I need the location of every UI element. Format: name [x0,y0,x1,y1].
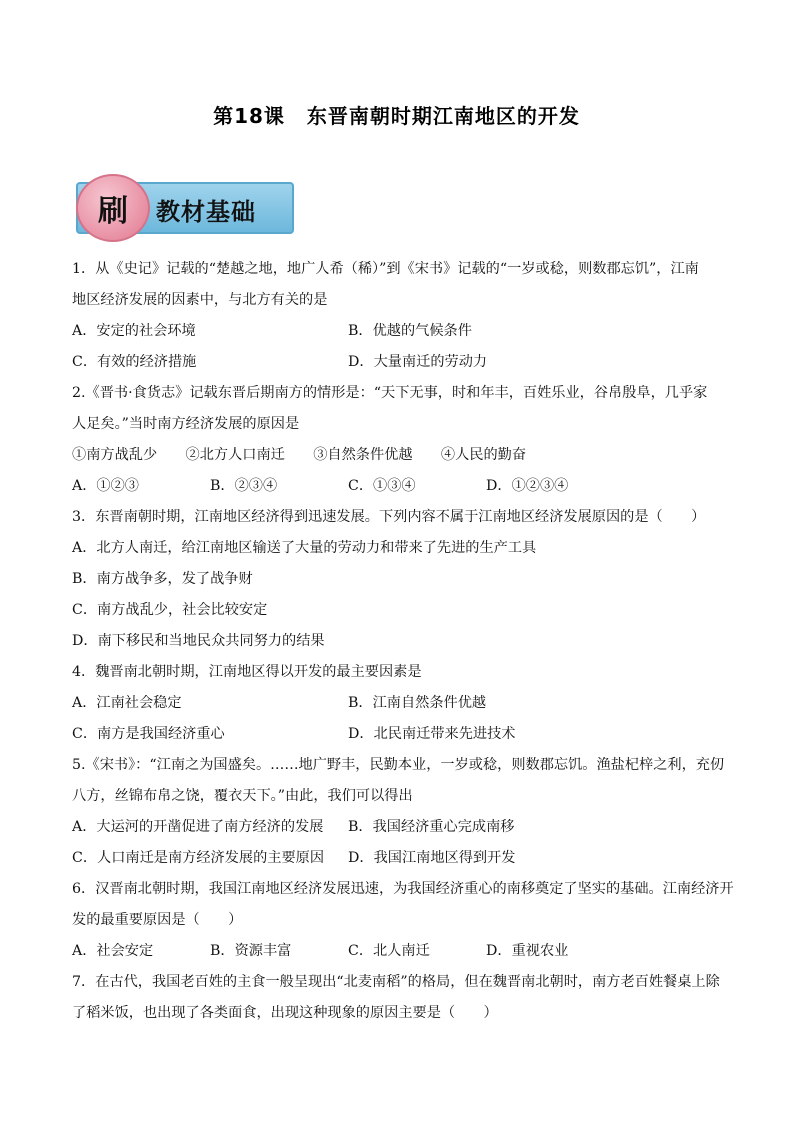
question-stem-line: 八方，丝锦布帛之饶，覆衣天下。”由此，我们可以得出 [72,788,413,804]
option-c: C．有效的经济措施 [72,354,197,370]
question-7 [72,967,732,1029]
lesson-name: 东晋南朝时期江南地区的开发 [306,104,580,128]
question-stem-line: 7．在古代，我国老百姓的主食一般呈现出“北麦南稻”的格局，但在魏晋南北朝时，南方老百姓餐桌上除 [72,974,720,990]
options-row [72,936,732,967]
question-stem-line: 3．东晋南朝时期，江南地区经济得到迅速发展。下列内容不属于江南地区经济发展原因的是（ ） [72,509,706,525]
question-6 [72,874,732,967]
question-4 [72,657,732,750]
options-row [72,843,732,874]
options-row [72,812,732,843]
section-header [76,174,296,238]
option-b: B．我国经济重心完成南移 [348,819,515,835]
option-d: D．北民南迁带来先进技术 [348,726,516,742]
option-c: C．南方是我国经济重心 [72,726,225,742]
options-row [72,316,732,347]
question-stem-line: 4．魏晋南北朝时期，江南地区得以开发的最主要因素是 [72,664,422,680]
question-5 [72,750,732,874]
question-choices: ①南方战乱少 ②北方人口南迁 ③自然条件优越 ④人民的勤奋 [72,447,527,463]
option-b: B．江南自然条件优越 [348,695,487,711]
option-b: B．资源丰富 [210,943,292,959]
options-row [72,719,732,750]
question-stem-line: 发的最重要原因是（ ） [72,912,243,928]
question-stem-line: 6．汉晋南北朝时期，我国江南地区经济发展迅速，为我国经济重心的南移奠定了坚实的基础。江南经济开 [72,881,734,897]
question-stem-line: 人足矣。”当时南方经济发展的原因是 [72,416,300,432]
options-row [72,688,732,719]
option-b: B．南方战争多，发了战争财 [72,571,253,587]
question-stem-line: 了稻米饭，也出现了各类面食，出现这种现象的原因主要是（ ） [72,1005,498,1021]
options-row [72,471,732,502]
option-a: A．大运河的开凿促进了南方经济的发展 [72,819,324,835]
question-stem-line: 2.《晋书·食货志》记载东晋后期南方的情形是：“天下无事，时和年丰，百姓乐业，谷帛殷阜，几乎家 [72,385,708,401]
option-d: D．大量南迁的劳动力 [348,354,488,370]
question-stem-line: 1．从《史记》记载的“楚越之地，地广人希（稀）”到《宋书》记载的“一岁或稔，则数郡忘饥”，江南 [72,261,699,277]
question-list [72,254,732,1029]
question-stem-line: 地区经济发展的因素中，与北方有关的是 [72,292,328,308]
option-b: B．优越的气候条件 [348,323,472,339]
options-row [72,347,732,378]
option-a: A．安定的社会环境 [72,323,196,339]
option-a: A．社会安定 [72,943,154,959]
page-title [0,100,793,129]
section-badge: 刷 [76,174,150,242]
option-a: A．①②③ [72,478,139,494]
question-1 [72,254,732,378]
option-d: D．①②③④ [486,478,569,494]
question-2 [72,378,732,502]
option-a: A．江南社会稳定 [72,695,182,711]
option-c: C．①③④ [348,478,416,494]
option-c: C．北人南迁 [348,943,430,959]
option-d: D．我国江南地区得到开发 [348,850,516,866]
option-a: A．北方人南迁，给江南地区输送了大量的劳动力和带来了先进的生产工具 [72,540,537,556]
option-c: C．南方战乱少，社会比较安定 [72,602,268,618]
option-d: D．南下移民和当地民众共同努力的结果 [72,633,325,649]
section-label: 教材基础 [156,198,256,226]
option-d: D．重视农业 [486,943,569,959]
option-b: B．②③④ [210,478,278,494]
question-3 [72,502,732,657]
option-c: C．人口南迁是南方经济发展的主要原因 [72,850,325,866]
lesson-number: 第18课 [213,104,285,128]
question-stem-line: 5.《宋书》：“江南之为国盛矣。……地广野丰，民勤本业，一岁或稔，则数郡忘饥。渔盐杞梓之利，充仞 [72,757,725,773]
